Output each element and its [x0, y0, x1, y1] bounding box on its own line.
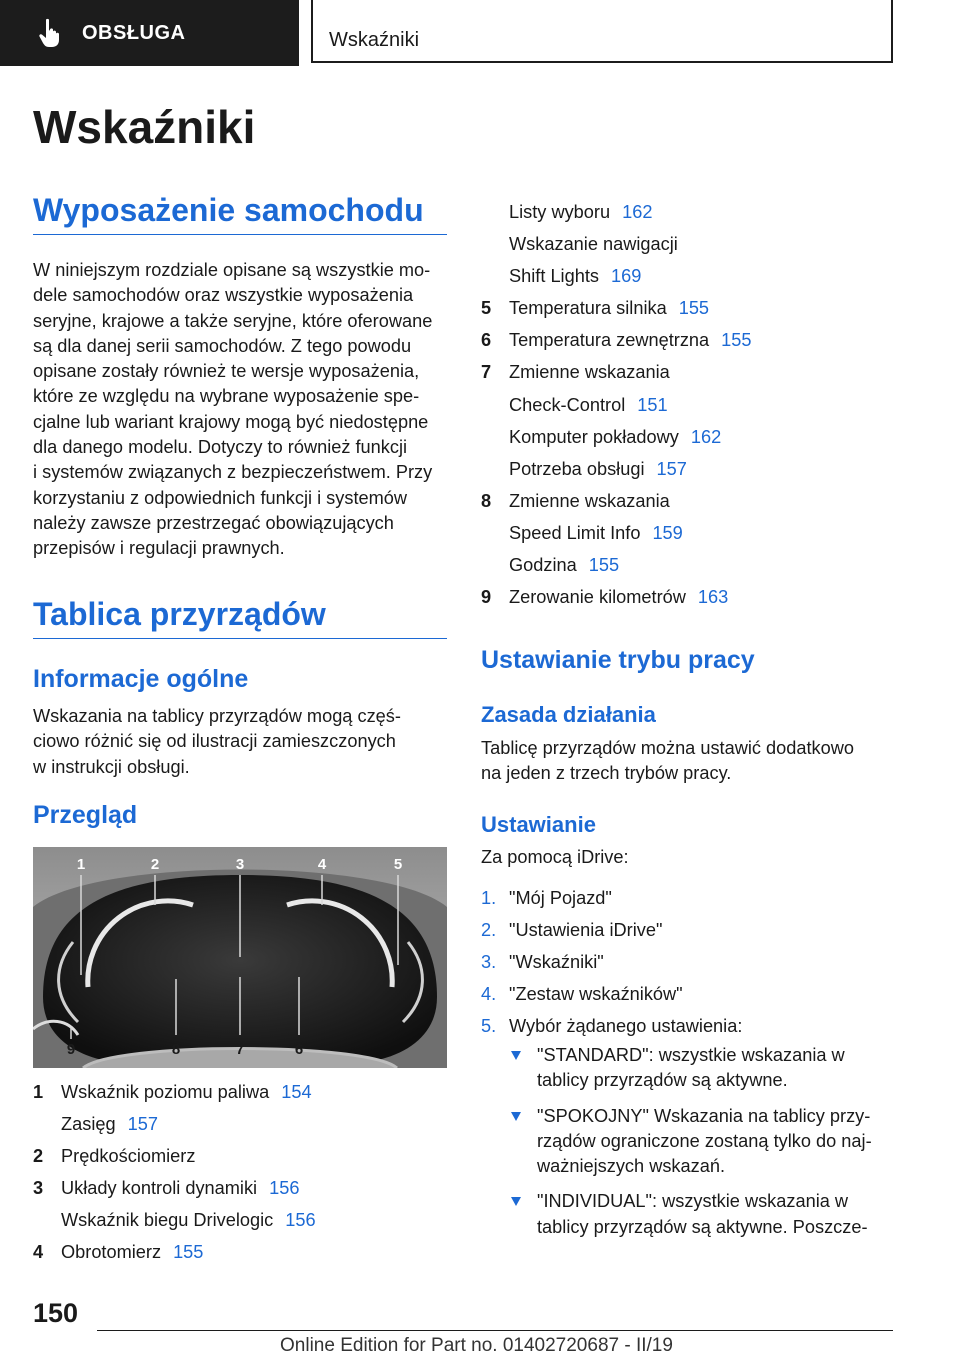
- callout-1: 1: [76, 856, 86, 873]
- list-item: Check-Control 151: [509, 394, 668, 415]
- footer-edition: Online Edition for Part no. 01402720687 - II/19: [280, 1335, 673, 1356]
- callout-6: 6: [294, 1041, 304, 1058]
- legend-list-left: [33, 1076, 447, 1269]
- list-item: 5 Temperatura silnika 155: [481, 298, 710, 319]
- heading-general-info: Informacje ogólne: [33, 665, 249, 693]
- triangle-bullet-icon: [511, 1112, 521, 1121]
- heading-principle: Zasada działania: [481, 702, 656, 727]
- section-tab-label: OBSŁUGA: [82, 21, 186, 44]
- list-item: "SPOKOJNY" Wskazania na tablicy przy- rządów ograniczone zostaną tylko do naj- ważniejszych wskazań.: [481, 1104, 901, 1180]
- list-item: 2 Prędkościomierz: [33, 1146, 196, 1167]
- callout-8: 8: [171, 1041, 181, 1058]
- callout-3: 3: [235, 856, 245, 873]
- page-link[interactable]: 151: [637, 394, 668, 415]
- hand-pointer-icon: [38, 18, 62, 48]
- list-item: Komputer pokładowy 162: [509, 426, 722, 447]
- general-info-paragraph: Wskazania na tablicy przyrządów mogą częś- ciowo różnić się od ilustracji zamieszczonych w instrukcji obsługi.: [33, 706, 401, 777]
- page-link[interactable]: 155: [721, 330, 752, 351]
- heading-overview: Przegląd: [33, 801, 138, 829]
- page-link[interactable]: 155: [678, 298, 710, 319]
- principle-paragraph: Tablicę przyrządów można ustawić dodatkowo na jeden z trzech trybów pracy.: [481, 738, 855, 784]
- callout-4: 4: [317, 856, 327, 873]
- page-link[interactable]: 157: [127, 1114, 158, 1135]
- legend-list-right: [481, 196, 901, 613]
- page-link[interactable]: 156: [269, 1178, 300, 1199]
- list-item: Zasięg 157: [61, 1114, 158, 1135]
- list-item: 1 Wskaźnik poziomu paliwa 154: [33, 1082, 312, 1102]
- heading-equipment: Wyposażenie samochodu: [33, 192, 447, 235]
- section-tab[interactable]: [0, 0, 299, 66]
- chapter-header-label: Wskaźniki: [329, 29, 420, 51]
- list-item: 6 Temperatura zewnętrzna 155: [481, 330, 752, 351]
- setting-options: [481, 1043, 901, 1250]
- list-item: Godzina 155: [509, 555, 620, 576]
- page-link[interactable]: 163: [697, 587, 729, 608]
- page-link[interactable]: 155: [173, 1242, 204, 1263]
- footer-divider: [97, 1330, 893, 1331]
- heading-operating-mode: Ustawianie trybu pracy: [481, 646, 755, 674]
- list-item: "STANDARD": wszystkie wskazania w tablicy przyrządów są aktywne.: [481, 1043, 901, 1094]
- page-link[interactable]: 155: [588, 555, 620, 576]
- triangle-bullet-icon: [511, 1051, 521, 1060]
- page-link[interactable]: 156: [285, 1210, 316, 1231]
- callout-2: 2: [150, 856, 160, 873]
- page-link[interactable]: 157: [656, 458, 687, 479]
- page-link[interactable]: 154: [281, 1082, 312, 1102]
- triangle-bullet-icon: [511, 1197, 521, 1206]
- list-item: Potrzeba obsługi 157: [509, 458, 687, 479]
- list-item: Wskaźnik biegu Drivelogic 156: [61, 1210, 316, 1231]
- page-link[interactable]: 169: [610, 266, 642, 287]
- callout-5: 5: [393, 856, 403, 873]
- equipment-paragraph: W niniejszym rozdziale opisane są wszystkie mo- dele samochodów oraz wszystkie wyposażenia seryjne, krajowe a także seryjne, które oferowane są dla danej serii samochodów. Z tego powodu opisane zostały również te wersje wyposażenia, które ze względu na wybrane wyposażenie spe- cjalne lub wariant krajowy mogą być niedostępne dla danego modelu. Dotyczy to również funkcji i systemów związanych z bezpieczeństwem. Przy korzystaniu z odpowiednich funkcji i systemów należy zawsze przestrzegać obowiązujących przepisów i regulacji prawnych.: [33, 260, 433, 559]
- list-item: 4 Obrotomierz 155: [33, 1242, 204, 1263]
- list-item: Shift Lights 169: [509, 266, 642, 287]
- heading-setting: Ustawianie: [481, 812, 596, 837]
- list-item: 8 Zmienne wskazania: [481, 490, 670, 511]
- list-item: 9 Zerowanie kilometrów 163: [481, 587, 729, 608]
- page-number: 150: [33, 1298, 79, 1328]
- list-item: 7 Zmienne wskazania: [481, 362, 670, 383]
- setting-intro: Za pomocą iDrive:: [481, 847, 629, 867]
- page-link[interactable]: 162: [690, 426, 722, 447]
- page-link[interactable]: 159: [652, 522, 683, 543]
- list-item: 3 Układy kontroli dynamiki 156: [33, 1178, 300, 1199]
- page-link[interactable]: 162: [622, 202, 653, 222]
- heading-instrument-cluster: Tablica przyrządów: [33, 596, 447, 639]
- list-item: Listy wyboru 162: [509, 202, 653, 222]
- callout-7: 7: [235, 1041, 245, 1058]
- chapter-header: [311, 0, 893, 63]
- list-item: "INDIVIDUAL": wszystkie wskazania w tablicy przyrządów są aktywne. Poszcze-: [481, 1189, 901, 1240]
- list-item: Speed Limit Info 159: [509, 522, 683, 543]
- instrument-cluster-illustration: [33, 847, 447, 1068]
- page-title: Wskaźniki: [33, 101, 256, 153]
- list-item: Wskazanie nawigacji: [509, 234, 678, 255]
- callout-9: 9: [66, 1041, 76, 1058]
